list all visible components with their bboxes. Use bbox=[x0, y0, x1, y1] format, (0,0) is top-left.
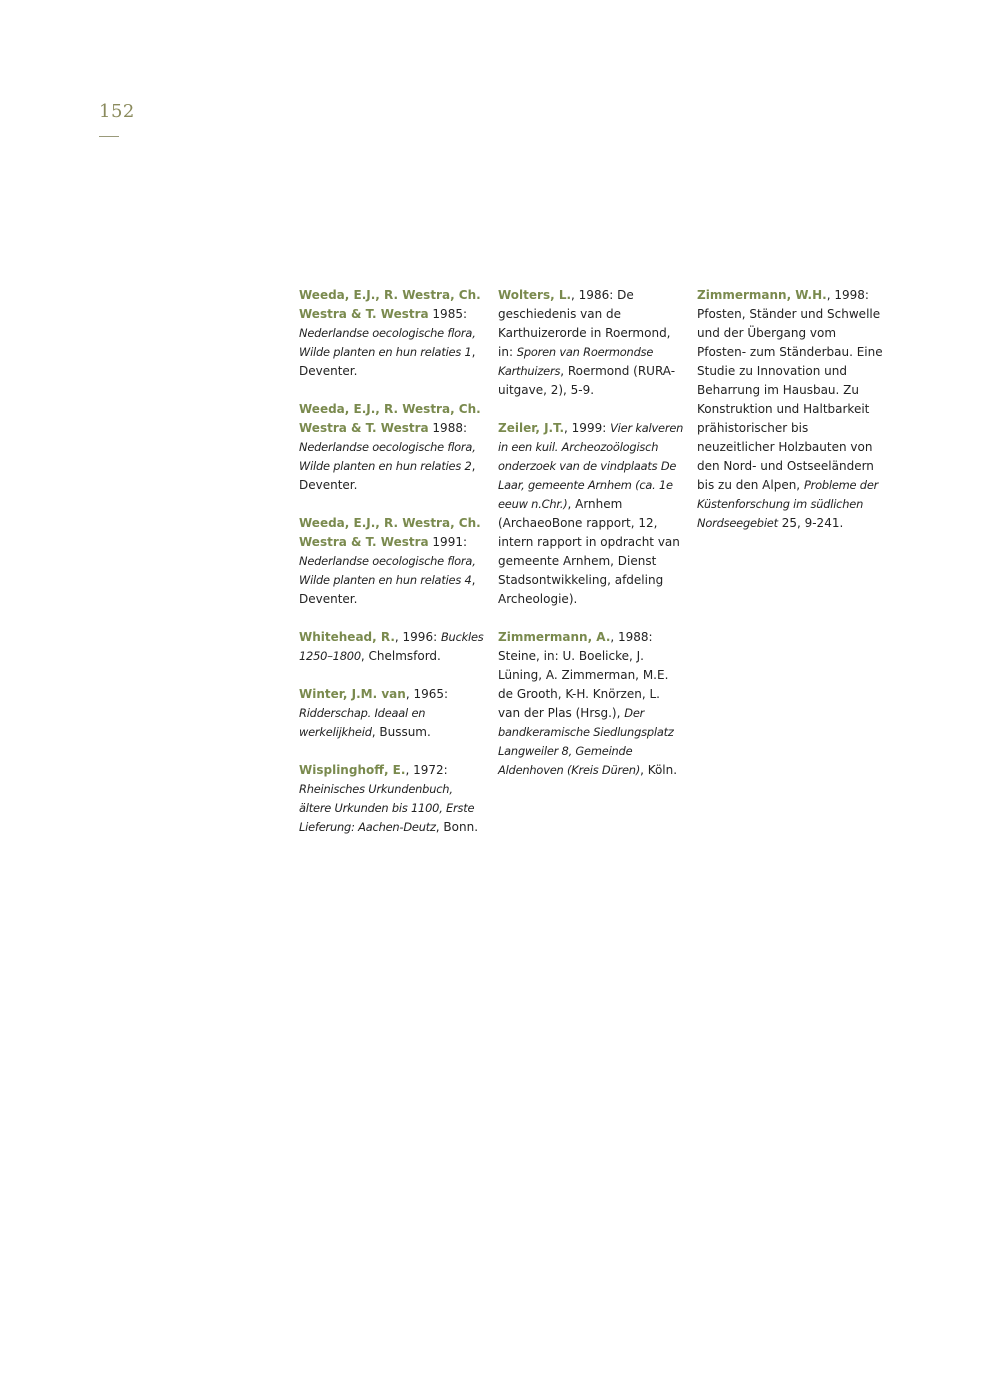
entry-text: , Deventer. bbox=[299, 573, 476, 606]
bibliography-column-2 bbox=[498, 286, 684, 799]
bibliography-column-3 bbox=[697, 286, 883, 552]
entry-text: , Chelmsford. bbox=[360, 649, 441, 663]
bibliography-entry bbox=[299, 685, 485, 742]
entry-author: Zeiler, J.T. bbox=[498, 421, 565, 435]
entry-text: , 1999: bbox=[564, 421, 611, 435]
bibliography-entry bbox=[498, 628, 684, 780]
bibliography-entry bbox=[299, 761, 485, 837]
entry-text: , Bonn. bbox=[435, 820, 479, 834]
entry-text: , 1986: De geschiedenis van de Karthuizerorde in Roermond, in: bbox=[498, 288, 671, 359]
page-number-rule bbox=[99, 136, 119, 137]
entry-title: Nederlandse oecologische flora, Wilde planten en hun relaties 1 bbox=[299, 326, 476, 359]
bibliography-entry bbox=[299, 286, 485, 381]
bibliography-column-1 bbox=[299, 286, 485, 856]
entry-text: , 1972: bbox=[405, 763, 448, 777]
entry-title: Der bandkeramische Siedlungsplatz Langweiler 8, Gemeinde Aldenhoven (Kreis Düren) bbox=[498, 706, 674, 777]
entry-title: Nederlandse oecologische flora, Wilde planten en hun relaties 4 bbox=[299, 554, 476, 587]
entry-text: , Arnhem (ArchaeoBone rapport, 12, intern rapport in opdracht van gemeente Arnhem, Dienst Stadsontwikkeling, afdeling Archeologie). bbox=[498, 497, 680, 606]
bibliography-entry bbox=[299, 514, 485, 609]
entry-text: 1988: bbox=[428, 421, 468, 435]
entry-author: Winter, J.M. van bbox=[299, 687, 406, 701]
entry-text: , 1988: Steine, in: U. Boelicke, J. Lüning, A. Zimmerman, M.E. de Grooth, K-H. Knörzen, L. van der Plas (Hrsg.), bbox=[498, 630, 669, 720]
entry-text: , Deventer. bbox=[299, 459, 476, 492]
entry-author: Weeda, E.J., R. Westra, Ch. Westra & T. Westra bbox=[299, 402, 481, 435]
bibliography-entry bbox=[697, 286, 883, 533]
entry-text: , 1965: bbox=[405, 687, 449, 701]
entry-title: Buckles 1250–1800 bbox=[299, 630, 484, 663]
entry-text: , Köln. bbox=[640, 763, 678, 777]
entry-text: , 1996: bbox=[394, 630, 441, 644]
entry-title: Ridderschap. Ideaal en werkelijkheid bbox=[299, 706, 426, 739]
entry-title: Vier kalveren in een kuil. Archeozoölogisch onderzoek van de vindplaats De Laar, gemeente Arnhem (ca. 1e eeuw n.Chr.) bbox=[498, 421, 684, 511]
entry-text: , Deventer. bbox=[299, 345, 476, 378]
entry-text: 1991: bbox=[428, 535, 468, 549]
entry-author: Weeda, E.J., R. Westra, Ch. Westra & T. Westra bbox=[299, 288, 481, 321]
entry-title: Probleme der Küstenforschung im südlichen Nordseegebiet bbox=[697, 478, 879, 530]
entry-title: Nederlandse oecologische flora, Wilde planten en hun relaties 2 bbox=[299, 440, 476, 473]
entry-author: Whitehead, R. bbox=[299, 630, 395, 644]
bibliography-entry bbox=[299, 628, 485, 666]
entry-author: Wolters, L. bbox=[498, 288, 572, 302]
entry-text: , 1998: Pfosten, Ständer und Schwelle und der Übergang vom Pfosten- zum Ständerbau. Eine Studie zu Innovation und Beharrung im Hausbau. Zu Konstruktion und Haltbarkeit prähistorischer bis neuzeitlicher Holzbauten von den Nord- und Ostseeländern bis zu den Alpen, bbox=[697, 288, 883, 492]
entry-author: Weeda, E.J., R. Westra, Ch. Westra & T. Westra bbox=[299, 516, 481, 549]
entry-text: , Bussum. bbox=[371, 725, 431, 739]
bibliography-entry bbox=[299, 400, 485, 495]
entry-title: Rheinisches Urkundenbuch, ältere Urkunden bis 1100, Erste Lieferung: Aachen-Deutz bbox=[299, 782, 475, 834]
entry-author: Zimmermann, A. bbox=[498, 630, 611, 644]
page-number: 152 bbox=[99, 101, 135, 122]
entry-text: , Roermond (RURA-uitgave, 2), 5-9. bbox=[498, 364, 676, 397]
entry-text: 1985: bbox=[428, 307, 468, 321]
entry-author: Zimmermann, W.H. bbox=[697, 288, 827, 302]
entry-title: Sporen van Roermondse Karthuizers bbox=[498, 345, 654, 378]
entry-text: 25, 9-241. bbox=[777, 516, 844, 530]
bibliography-entry bbox=[498, 419, 684, 609]
bibliography-entry bbox=[498, 286, 684, 400]
entry-author: Wisplinghoff, E. bbox=[299, 763, 406, 777]
